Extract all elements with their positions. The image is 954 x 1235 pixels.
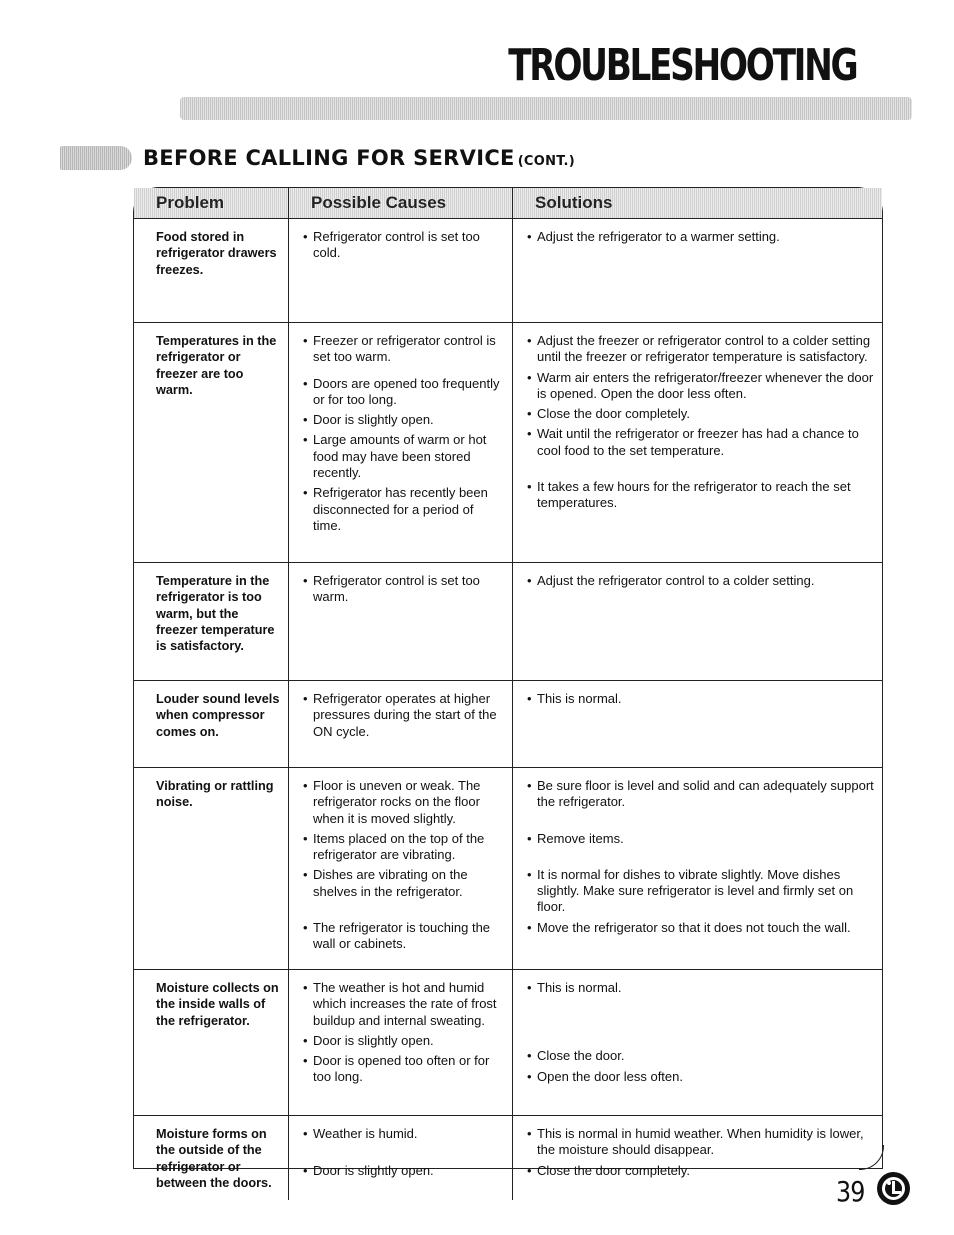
cause-item	[303, 831, 504, 864]
solution-text: Remove items.	[537, 830, 624, 846]
solution-text: Warm air enters the refrigerator/freezer whenever the door is opened. Open the door less often.	[537, 369, 874, 401]
problem-cell: Louder sound levels when compressor comes on.	[156, 692, 280, 739]
cause-text: Weather is humid.	[313, 1126, 418, 1141]
table-row	[134, 681, 882, 768]
solution-text: Close the door.	[537, 1048, 625, 1064]
bullet-icon: •	[527, 1162, 532, 1178]
bullet-icon: •	[303, 573, 308, 588]
bullet-icon: •	[303, 1053, 308, 1069]
solution-item	[527, 406, 874, 422]
bullet-icon: •	[303, 920, 308, 936]
solution-item	[527, 980, 874, 996]
cause-text: Refrigerator control is set too warm.	[313, 573, 480, 605]
solution-text: Open the door less often.	[537, 1068, 683, 1084]
table-row	[134, 323, 882, 563]
cause-item	[303, 229, 504, 262]
solution-item	[527, 573, 874, 589]
bullet-icon: •	[303, 778, 308, 793]
bullet-icon: •	[527, 980, 532, 995]
causes-cell	[288, 681, 512, 767]
causes-cell	[288, 1116, 512, 1200]
solution-text: Close the door completely.	[537, 1162, 690, 1178]
solution-text: Close the door completely.	[537, 406, 690, 422]
solutions-cell	[512, 681, 882, 767]
bullet-icon: •	[303, 1126, 308, 1141]
page-title: TROUBLESHOOTING	[507, 40, 856, 91]
bullet-icon: •	[527, 229, 532, 244]
cause-text: Large amounts of warm or hot food may have been stored recently.	[313, 432, 487, 481]
bullet-icon: •	[303, 432, 308, 448]
table-row	[134, 219, 882, 323]
bullet-icon: •	[303, 1163, 308, 1179]
solution-text: Adjust the freezer or refrigerator control to a colder setting until the freezer or refrigerator temperature is satisfactory.	[537, 333, 871, 365]
bullet-icon: •	[527, 1068, 532, 1084]
table-body	[134, 219, 882, 1200]
cause-text: Dishes are vibrating on the shelves in the refrigerator.	[313, 867, 468, 899]
problem-cell: Moisture collects on the inside walls of the refrigerator.	[156, 981, 279, 1028]
solution-text: Adjust the refrigerator control to a colder setting.	[537, 573, 815, 588]
solution-text: Be sure floor is level and solid and can adequately support the refrigerator.	[537, 778, 874, 810]
cause-text: Door is slightly open.	[313, 1163, 434, 1179]
solution-item	[527, 1069, 874, 1085]
cause-item	[303, 432, 504, 481]
bullet-icon: •	[303, 867, 308, 883]
bullet-icon: •	[527, 1048, 532, 1064]
section-heading	[60, 145, 575, 171]
table-row	[134, 563, 882, 681]
column-header-possible-causes: Possible Causes	[288, 188, 512, 218]
cause-text: The weather is hot and humid which increases the rate of frost buildup and internal sweating.	[313, 980, 497, 1028]
table-row	[134, 768, 882, 970]
problem-cell: Vibrating or rattling noise.	[156, 779, 274, 810]
cause-item	[303, 1033, 504, 1049]
solution-item	[527, 370, 874, 403]
section-decorative-bar	[60, 146, 132, 170]
bullet-icon: •	[527, 479, 532, 495]
solution-item	[527, 1126, 874, 1159]
causes-cell	[288, 323, 512, 562]
cause-item	[303, 376, 504, 409]
column-header-solutions: Solutions	[512, 188, 882, 218]
bullet-icon: •	[303, 412, 308, 428]
bullet-icon: •	[303, 485, 308, 501]
bullet-icon: •	[527, 333, 532, 348]
bullet-icon: •	[527, 573, 532, 588]
solution-text: Adjust the refrigerator to a warmer setting.	[537, 229, 780, 244]
solution-text: Move the refrigerator so that it does not touch the wall.	[537, 919, 851, 935]
lg-logo-icon	[877, 1172, 910, 1205]
solutions-cell	[512, 323, 882, 562]
solutions-cell	[512, 768, 882, 969]
solutions-cell	[512, 970, 882, 1115]
solution-item	[527, 867, 874, 916]
bullet-icon: •	[527, 830, 532, 846]
causes-cell	[288, 563, 512, 680]
solution-text: It is normal for dishes to vibrate slightly. Move dishes slightly. Make sure refrigerator is level and firmly set on floor.	[537, 866, 854, 915]
bullet-icon: •	[303, 980, 308, 995]
bullet-icon: •	[303, 229, 308, 244]
solution-item	[527, 831, 874, 847]
cause-text: Door is slightly open.	[313, 1032, 434, 1048]
bullet-icon: •	[303, 691, 308, 706]
section-title-suffix: (CONT.)	[517, 154, 575, 169]
table-header	[134, 188, 882, 219]
cause-text: Refrigerator has recently been disconnected for a period of time.	[313, 485, 488, 533]
cause-text: Refrigerator operates at higher pressures during the start of the ON cycle.	[313, 691, 497, 739]
cause-text: The refrigerator is touching the wall or cabinets.	[313, 920, 491, 952]
causes-cell	[288, 219, 512, 322]
solution-item	[527, 229, 874, 245]
solution-text: This is normal.	[537, 980, 622, 995]
page-number: 39	[836, 1175, 865, 1208]
solution-item	[527, 1048, 874, 1064]
cause-item	[303, 1126, 504, 1142]
solution-text: Wait until the refrigerator or freezer has had a chance to cool food to the set temperature.	[537, 426, 859, 458]
causes-cell	[288, 970, 512, 1115]
problem-cell: Temperature in the refrigerator is too warm, but the freezer temperature is satisfactory.	[156, 574, 275, 654]
bullet-icon: •	[527, 866, 532, 882]
cause-item	[303, 691, 504, 740]
solution-item	[527, 691, 874, 707]
cause-item	[303, 778, 504, 827]
bullet-icon: •	[303, 333, 308, 348]
problem-cell: Moisture forms on the outside of the refrigerator or between the doors.	[156, 1127, 272, 1190]
cause-item	[303, 920, 504, 953]
cause-item	[303, 485, 504, 534]
cause-text: Doors are opened too frequently or for too long.	[313, 375, 500, 407]
bullet-icon: •	[527, 1126, 532, 1141]
solution-text: This is normal in humid weather. When humidity is lower, the moisture should disappear.	[537, 1126, 864, 1158]
cause-text: Refrigerator control is set too cold.	[313, 229, 480, 261]
solution-item	[527, 920, 874, 936]
problem-cell: Temperatures in the refrigerator or freezer are too warm.	[156, 334, 277, 397]
cause-text: Floor is uneven or weak. The refrigerator rocks on the floor when it is moved slightly.	[313, 778, 481, 826]
solution-item	[527, 1163, 874, 1179]
solution-item	[527, 479, 874, 512]
solution-item	[527, 333, 874, 366]
cause-item	[303, 1163, 504, 1179]
solution-text: It takes a few hours for the refrigerator to reach the set temperatures.	[537, 479, 851, 511]
column-header-problem: Problem	[156, 193, 225, 212]
causes-cell	[288, 768, 512, 969]
cause-item	[303, 1053, 504, 1086]
problem-cell: Food stored in refrigerator drawers freezes.	[156, 230, 277, 277]
section-title	[143, 146, 575, 170]
solution-item	[527, 778, 874, 811]
cause-item	[303, 980, 504, 1029]
bullet-icon: •	[303, 375, 308, 391]
bullet-icon: •	[303, 1032, 308, 1048]
solution-text: This is normal.	[537, 691, 622, 706]
bullet-icon: •	[527, 369, 532, 385]
solutions-cell	[512, 563, 882, 680]
bullet-icon: •	[527, 691, 532, 706]
table-row	[134, 1116, 882, 1200]
cause-text: Door is slightly open.	[313, 412, 434, 428]
solutions-cell	[512, 1116, 882, 1200]
bullet-icon: •	[527, 919, 532, 935]
troubleshooting-table	[133, 187, 883, 1190]
cause-item	[303, 412, 504, 428]
cause-item	[303, 573, 504, 606]
cause-item	[303, 867, 504, 900]
cause-text: Door is opened too often or for too long.	[313, 1053, 490, 1085]
bullet-icon: •	[527, 778, 532, 793]
cause-text: Freezer or refrigerator control is set too warm.	[313, 333, 496, 365]
solution-item	[527, 426, 874, 459]
bullet-icon: •	[303, 830, 308, 846]
title-decorative-bar	[180, 97, 912, 120]
section-title-text: BEFORE CALLING FOR SERVICE	[143, 146, 515, 170]
cause-item	[303, 333, 504, 366]
solutions-cell	[512, 219, 882, 322]
cause-text: Items placed on the top of the refrigerator are vibrating.	[313, 830, 485, 863]
bullet-icon: •	[527, 426, 532, 442]
bullet-icon: •	[527, 406, 532, 422]
table-row	[134, 970, 882, 1116]
